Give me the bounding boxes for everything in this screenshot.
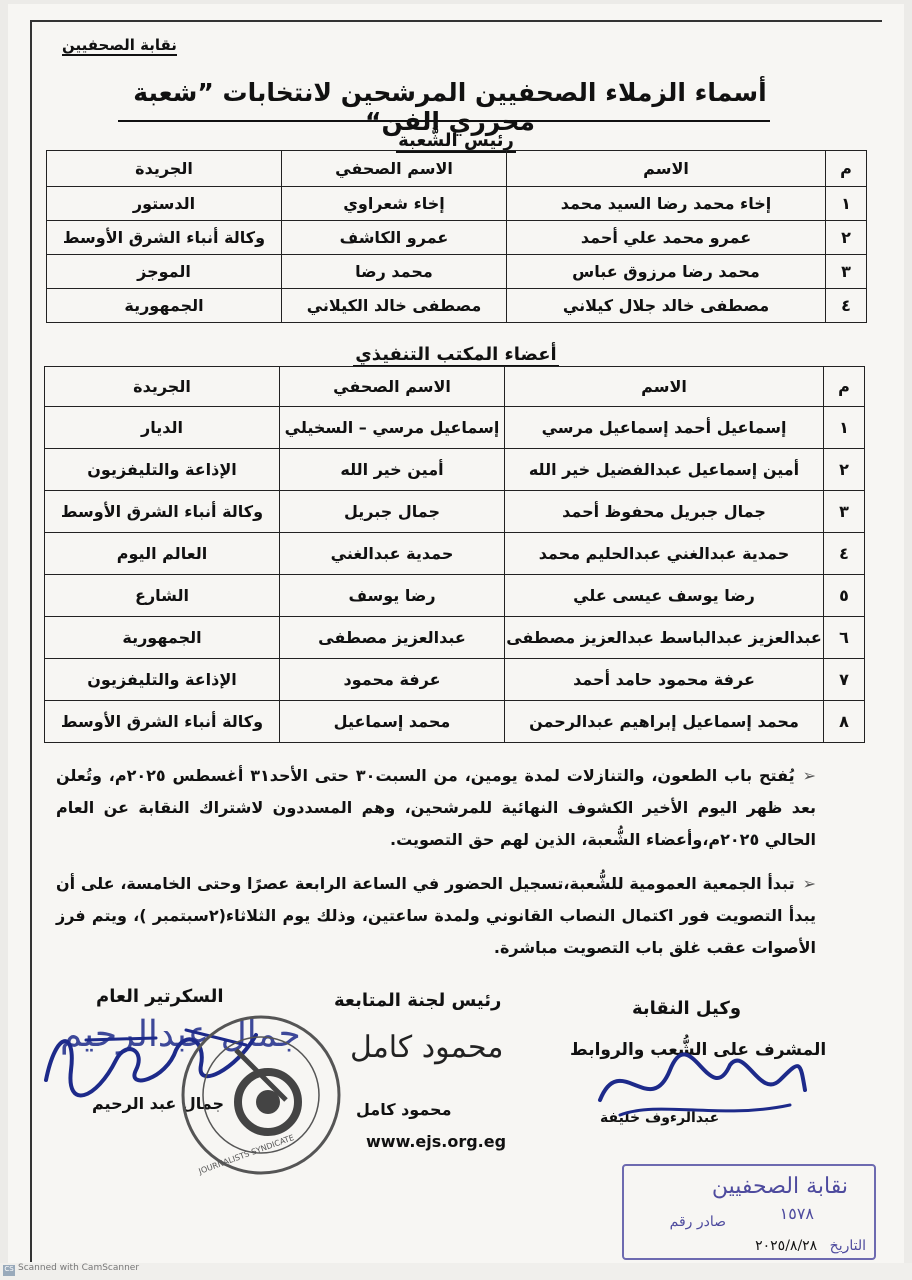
note-item bbox=[56, 760, 816, 856]
col-header-name: الاسم bbox=[507, 151, 826, 187]
camscanner-icon: CS bbox=[3, 1265, 15, 1276]
cell-newspaper: وكالة أنباء الشرق الأوسط bbox=[45, 491, 280, 533]
table-row bbox=[47, 255, 867, 289]
cell-name: عمرو محمد علي أحمد bbox=[507, 221, 826, 255]
cell-newspaper: العالم اليوم bbox=[45, 533, 280, 575]
note-text: تبدأ الجمعية العمومية للشُّعبة،تسجيل الحضور في الساعة الرابعة عصرًا وحتى الخامسة، على أن يبدأ التصويت فور اكتمال النصاب القانوني ولمدة ساعتين، وذلك يوم الثلاثاء(٢سبتمبر )، ويتم فرز الأصوات عقب غلق باب التصويت مباشرة. bbox=[56, 874, 816, 957]
cell-m: ٥ bbox=[824, 575, 865, 617]
cell-press-name: حمدية عبدالغني bbox=[280, 533, 505, 575]
cell-name: إسماعيل أحمد إسماعيل مرسي bbox=[505, 407, 824, 449]
cell-name: إخاء محمد رضا السيد محمد bbox=[507, 187, 826, 221]
cell-press-name: مصطفى خالد الكيلاني bbox=[282, 289, 507, 323]
deputy-subtitle: المشرف على الشُّعب والروابط bbox=[570, 1040, 827, 1060]
secretary-handwriting: جمال عبدالرحيم bbox=[60, 1014, 301, 1055]
arrow-bullet-icon: ➢ bbox=[802, 874, 816, 893]
col-header-press-name: الاسم الصحفي bbox=[282, 151, 507, 187]
stamp-issued-label: صادر رقم bbox=[669, 1214, 726, 1230]
cell-newspaper: الإذاعة والتليفزيون bbox=[45, 449, 280, 491]
cell-press-name: محمد رضا bbox=[282, 255, 507, 289]
table-row bbox=[45, 449, 865, 491]
note-item bbox=[56, 868, 816, 964]
stamp-date-label: التاريخ bbox=[829, 1238, 866, 1254]
note-text: يُفتح باب الطعون، والتنازلات لمدة يومين، من السبت٣٠ حتى الأحد٣١ أغسطس ٢٠٢٥م، وتُعلن بعد ظهر اليوم الأخير الكشوف النهائية للمرشحين، وهم المسددون لاشتراك النقابة عن العام الحالي ٢٠٢٥م،وأعضاء الشُّعبة، الذين لهم حق التصويت. bbox=[56, 766, 816, 849]
cell-name: مصطفى خالد جلال كيلاني bbox=[507, 289, 826, 323]
cell-press-name: رضا يوسف bbox=[280, 575, 505, 617]
table-row bbox=[47, 221, 867, 255]
cell-press-name: إسماعيل مرسي – السخيلي bbox=[280, 407, 505, 449]
cell-m: ٦ bbox=[824, 617, 865, 659]
col-header-newspaper: الجريدة bbox=[45, 367, 280, 407]
cell-press-name: عرفة محمود bbox=[280, 659, 505, 701]
cell-newspaper: الجمهورية bbox=[47, 289, 282, 323]
secretary-title: السكرتير العام bbox=[96, 986, 224, 1007]
cell-name: عبدالعزيز عبدالباسط عبدالعزيز مصطفى bbox=[505, 617, 824, 659]
document-title: أسماء الزملاء الصحفيين المرشحين لانتخابات ”شعبة محرري الفن“ bbox=[133, 78, 767, 136]
cell-newspaper: وكالة أنباء الشرق الأوسط bbox=[45, 701, 280, 743]
table-row bbox=[45, 701, 865, 743]
cell-press-name: إخاء شعراوي bbox=[282, 187, 507, 221]
table-header-row bbox=[47, 151, 867, 187]
cell-m: ٤ bbox=[824, 533, 865, 575]
head-candidates-table bbox=[46, 150, 867, 323]
cell-newspaper: الجمهورية bbox=[45, 617, 280, 659]
cell-m: ٣ bbox=[826, 255, 867, 289]
office-candidates-table bbox=[44, 366, 865, 743]
cell-m: ٣ bbox=[824, 491, 865, 533]
table-row bbox=[45, 533, 865, 575]
cell-newspaper: الديار bbox=[45, 407, 280, 449]
arrow-bullet-icon: ➢ bbox=[802, 766, 816, 785]
col-header-newspaper: الجريدة bbox=[47, 151, 282, 187]
stamp-syndicate: نقابة الصحفيين bbox=[711, 1174, 848, 1199]
cell-press-name: عمرو الكاشف bbox=[282, 221, 507, 255]
scanner-footer bbox=[0, 1263, 912, 1280]
title-underline bbox=[118, 120, 770, 122]
committee-name: محمود كامل bbox=[356, 1100, 452, 1119]
website-link[interactable]: www.ejs.org.eg bbox=[366, 1132, 507, 1151]
col-header-m: م bbox=[824, 367, 865, 407]
deputy-signature-icon bbox=[590, 1040, 810, 1130]
committee-handwriting: محمود كامل bbox=[350, 1030, 504, 1065]
cell-m: ٨ bbox=[824, 701, 865, 743]
syndicate-header: نقابة الصحفيين bbox=[62, 36, 177, 54]
stamp-number: ١٥٧٨ bbox=[779, 1204, 814, 1223]
cell-name: محمد إسماعيل إبراهيم عبدالرحمن bbox=[505, 701, 824, 743]
cell-name: جمال جبريل محفوظ أحمد bbox=[505, 491, 824, 533]
section-title-head bbox=[0, 130, 912, 151]
col-header-m: م bbox=[826, 151, 867, 187]
col-header-press-name: الاسم الصحفي bbox=[280, 367, 505, 407]
committee-title: رئيس لجنة المتابعة bbox=[334, 990, 502, 1011]
cell-newspaper: وكالة أنباء الشرق الأوسط bbox=[47, 221, 282, 255]
cell-newspaper: الموجز bbox=[47, 255, 282, 289]
col-header-name: الاسم bbox=[505, 367, 824, 407]
stamp-date bbox=[755, 1238, 866, 1254]
cell-name: عرفة محمود حامد أحمد bbox=[505, 659, 824, 701]
cell-press-name: أمين خير الله bbox=[280, 449, 505, 491]
cell-press-name: محمد إسماعيل bbox=[280, 701, 505, 743]
table-row bbox=[47, 187, 867, 221]
section-title-head-text: رئيس الشُّعبة bbox=[398, 130, 514, 151]
syndicate-seal-icon bbox=[176, 1010, 346, 1180]
seal-text: JOURNALISTS SYNDICATE bbox=[197, 1133, 296, 1176]
cell-m: ١ bbox=[826, 187, 867, 221]
table-row bbox=[47, 289, 867, 323]
table-row bbox=[45, 407, 865, 449]
cell-m: ١ bbox=[824, 407, 865, 449]
notes-block bbox=[56, 760, 816, 976]
cell-m: ٢ bbox=[824, 449, 865, 491]
stamp-date-value: ٢٠٢٥/٨/٢٨ bbox=[755, 1238, 818, 1254]
cell-name: حمدية عبدالغني عبدالحليم محمد bbox=[505, 533, 824, 575]
cell-newspaper: الدستور bbox=[47, 187, 282, 221]
secretary-name: جمال عبد الرحيم bbox=[92, 1094, 225, 1113]
deputy-name: عبدالرءوف خليفة bbox=[600, 1110, 720, 1126]
cell-press-name: جمال جبريل bbox=[280, 491, 505, 533]
section-title-office-text: أعضاء المكتب التنفيذي bbox=[355, 344, 557, 365]
table-header-row bbox=[45, 367, 865, 407]
table-row bbox=[45, 491, 865, 533]
cell-m: ٧ bbox=[824, 659, 865, 701]
cell-m: ٢ bbox=[826, 221, 867, 255]
cell-name: محمد رضا مرزوق عباس bbox=[507, 255, 826, 289]
cell-name: رضا يوسف عيسى علي bbox=[505, 575, 824, 617]
section-title-office bbox=[0, 344, 912, 365]
deputy-title: وكيل النقابة bbox=[632, 998, 742, 1019]
scanner-footer-text: Scanned with CamScanner bbox=[18, 1263, 140, 1273]
cell-newspaper: الشارع bbox=[45, 575, 280, 617]
table-row bbox=[45, 617, 865, 659]
cell-m: ٤ bbox=[826, 289, 867, 323]
cell-name: أمين إسماعيل عبدالفضيل خير الله bbox=[505, 449, 824, 491]
cell-press-name: عبدالعزيز مصطفى bbox=[280, 617, 505, 659]
issue-stamp bbox=[622, 1164, 876, 1260]
table-row bbox=[45, 659, 865, 701]
table-row bbox=[45, 575, 865, 617]
cell-newspaper: الإذاعة والتليفزيون bbox=[45, 659, 280, 701]
